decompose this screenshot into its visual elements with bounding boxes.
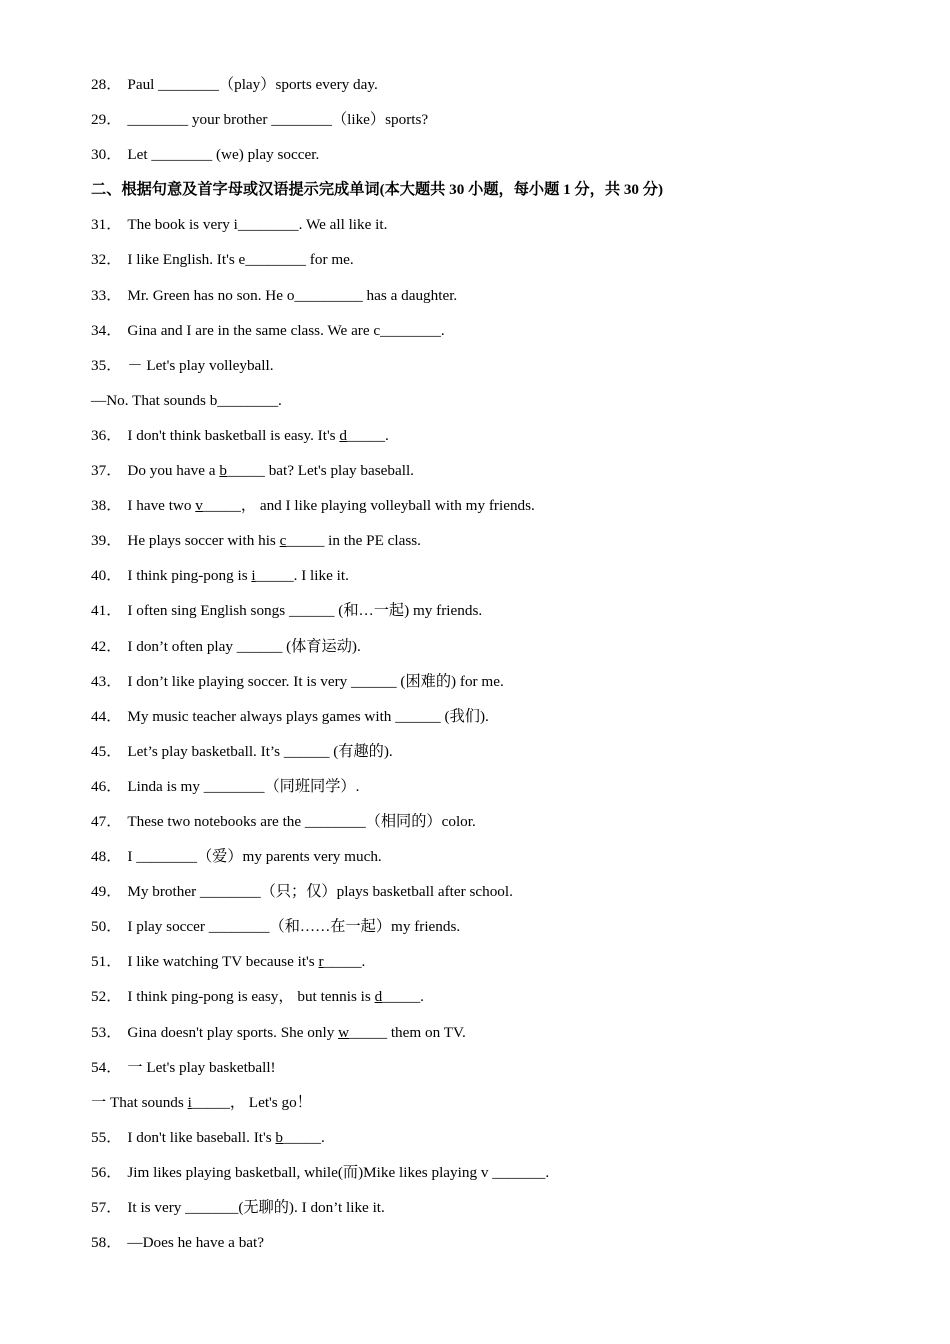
question-line <box>91 1020 891 1055</box>
question-text: These two notebooks are the ________（相同的）color. <box>127 812 476 830</box>
question-line <box>91 423 891 458</box>
question-line <box>91 669 891 704</box>
question-text-blank: _____. <box>382 988 424 1006</box>
question-number: 44． <box>91 707 122 725</box>
question-number: 34． <box>91 321 122 339</box>
question-number: 49． <box>91 883 122 901</box>
question-text: Linda is my ________（同班同学）. <box>127 777 360 795</box>
question-number: 36． <box>91 426 122 444</box>
question-number: 33． <box>91 286 122 304</box>
question-text: Gina and I are in the same class. We are c________. <box>127 321 445 339</box>
question-text: 一 That sounds <box>91 1093 188 1111</box>
question-text: I don’t like playing soccer. It is very ______ (困难的) for me. <box>127 672 504 690</box>
question-line <box>91 353 891 388</box>
question-text-blank: _____， and I like playing volleyball with my friends. <box>202 497 535 515</box>
question-line <box>91 879 891 914</box>
question-line <box>91 774 891 809</box>
question-text: My brother ________（只；仅）plays basketball after school. <box>127 883 513 901</box>
question-number: 53． <box>91 1023 122 1041</box>
question-line <box>91 914 891 949</box>
question-number: 51． <box>91 953 122 971</box>
question-line <box>91 1055 891 1090</box>
question-number: 58． <box>91 1234 122 1252</box>
section-heading <box>91 177 891 212</box>
initial-letter-hint: b <box>219 462 227 480</box>
question-text: ________ your brother ________（like）sports? <box>127 111 429 129</box>
initial-letter-hint: r <box>318 953 324 971</box>
question-text-blank: _____. <box>323 953 366 971</box>
question-number: 39． <box>91 532 122 550</box>
question-number: 43． <box>91 672 122 690</box>
question-text: Jim likes playing basketball, while(而)Mike likes playing v _______. <box>127 1163 550 1181</box>
question-line <box>91 1090 891 1125</box>
question-line <box>91 949 891 984</box>
question-text-blank: _____. <box>347 426 389 444</box>
question-number: 47． <box>91 812 122 830</box>
question-text: I don’t often play ______ (体育运动). <box>127 637 361 655</box>
question-line <box>91 563 891 598</box>
initial-letter-hint: i <box>251 567 256 585</box>
question-number: 29． <box>91 111 122 129</box>
question-line <box>91 1195 891 1230</box>
question-number: 45． <box>91 742 122 760</box>
question-number: 41． <box>91 602 122 620</box>
question-number: 50． <box>91 918 122 936</box>
question-text: My music teacher always plays games with ______ (我们). <box>127 707 489 725</box>
question-line <box>91 1230 891 1265</box>
initial-letter-hint: d <box>374 988 383 1006</box>
question-text: It is very _______(无聊的). I don’t like it. <box>127 1199 385 1216</box>
initial-letter-hint: i <box>187 1093 192 1111</box>
question-line <box>91 844 891 879</box>
question-line <box>91 704 891 739</box>
question-line <box>91 107 891 142</box>
question-line <box>91 528 891 563</box>
question-text: I have two <box>127 497 196 515</box>
question-line <box>91 318 891 353</box>
question-number: 46． <box>91 777 122 795</box>
question-line <box>91 598 891 633</box>
question-number: 37． <box>91 462 122 480</box>
question-number: 52． <box>91 988 122 1006</box>
question-text: I think ping-pong is easy， but tennis is <box>127 988 375 1006</box>
question-number: 54． <box>91 1058 122 1076</box>
question-text: － Let's play volleyball. <box>127 356 274 374</box>
question-text: The book is very i________. We all like it. <box>127 216 388 234</box>
question-number: 40． <box>91 567 122 585</box>
question-text: I often sing English songs ______ (和…一起) my friends. <box>127 602 483 620</box>
question-line <box>91 493 891 528</box>
initial-letter-hint: d <box>339 426 347 444</box>
question-text: —No. That sounds b________. <box>91 391 282 409</box>
question-text: I don't like baseball. It's <box>127 1128 276 1146</box>
question-text-blank: _____ in the PE class. <box>286 532 421 550</box>
question-text: —Does he have a bat? <box>127 1234 265 1252</box>
question-line <box>91 283 891 318</box>
question-line <box>91 142 891 177</box>
question-text: Do you have a <box>127 462 220 480</box>
question-text: 一 Let's play basketball! <box>127 1058 276 1076</box>
question-number: 57． <box>91 1199 122 1216</box>
question-text: I like watching TV because it's <box>127 953 319 971</box>
question-number: 56． <box>91 1163 122 1181</box>
question-text-blank: _____， Let's go！ <box>191 1093 312 1111</box>
question-number: 55． <box>91 1128 122 1146</box>
question-number: 38． <box>91 497 122 515</box>
question-text: Let ________ (we) play soccer. <box>127 146 320 164</box>
question-text: He plays soccer with his <box>127 532 280 550</box>
initial-letter-hint: b <box>275 1128 284 1146</box>
initial-letter-hint: v <box>195 497 203 515</box>
question-line <box>91 247 891 282</box>
question-text-blank: _____ them on TV. <box>349 1023 466 1041</box>
question-text: I like English. It's e________ for me. <box>127 251 354 269</box>
question-line <box>91 634 891 669</box>
initial-letter-hint: w <box>338 1023 350 1041</box>
question-line <box>91 212 891 247</box>
question-line <box>91 984 891 1019</box>
question-number: 35． <box>91 356 122 374</box>
question-line <box>91 388 891 423</box>
question-text: Mr. Green has no son. He o_________ has a daughter. <box>127 286 458 304</box>
question-text-blank: _____. <box>283 1128 325 1146</box>
initial-letter-hint: c <box>279 532 287 550</box>
question-line <box>91 739 891 774</box>
question-line <box>91 1125 891 1160</box>
question-number: 28． <box>91 76 122 93</box>
question-number: 48． <box>91 848 122 866</box>
question-text: Gina doesn't play sports. She only <box>127 1023 339 1041</box>
question-number: 32． <box>91 251 122 269</box>
question-text: Paul ________（play）sports every day. <box>127 76 378 93</box>
question-text-blank: _____ bat? Let's play baseball. <box>226 462 414 480</box>
question-line <box>91 809 891 844</box>
question-text-blank: _____. I like it. <box>255 567 349 585</box>
question-number: 30． <box>91 146 122 164</box>
question-text: Let’s play basketball. It’s ______ (有趣的). <box>127 742 393 760</box>
question-text: 二、根据句意及首字母或汉语提示完成单词(本大题共 30 小题，每小题 1 分，共 30 分) <box>91 181 664 199</box>
question-text: I don't think basketball is easy. It's <box>127 426 340 444</box>
question-line <box>91 458 891 493</box>
question-number: 31． <box>91 216 122 234</box>
question-line <box>91 1160 891 1195</box>
document-page <box>91 72 891 1265</box>
question-text: I play soccer ________（和……在一起）my friends. <box>127 918 461 936</box>
question-number: 42． <box>91 637 122 655</box>
question-text: I ________（爱）my parents very much. <box>127 848 382 866</box>
question-text: I think ping-pong is <box>127 567 252 585</box>
question-line <box>91 72 891 107</box>
